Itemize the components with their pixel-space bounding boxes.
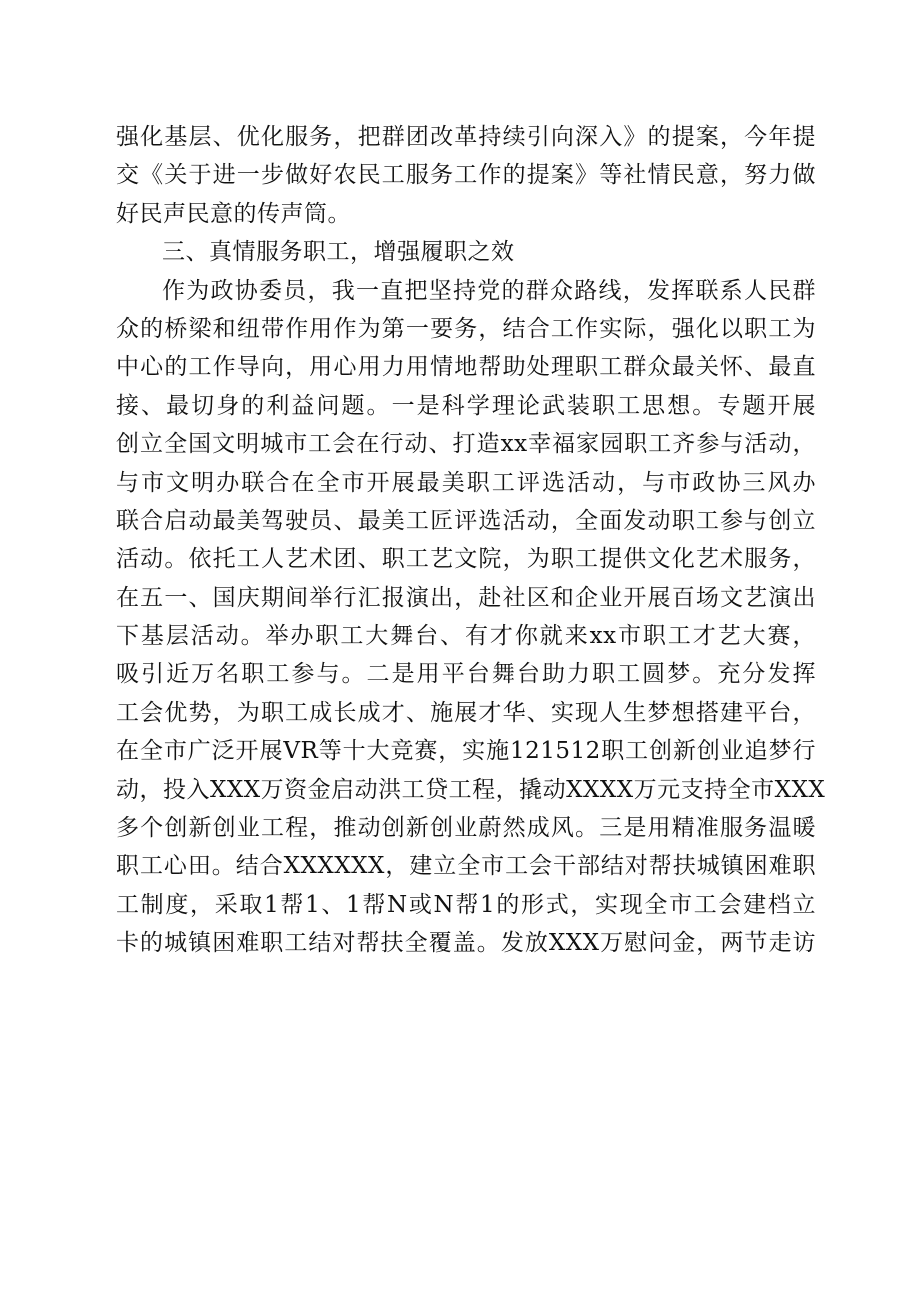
- document-body: [116, 118, 826, 963]
- text-line: 多个创新创业工程，推动创新创业蔚然成风。三是用精准服务温暖: [116, 815, 816, 842]
- text-line: 动，投入XXX万资金启动洪工贷工程，撬动XXXX万元支持全市XXX: [116, 776, 826, 803]
- text-line: 工制度，采取1帮1、1帮N或N帮1的形式，实现全市工会建档立: [116, 891, 816, 918]
- text-line: 下基层活动。举办职工大舞台、有才你就来xx市职工才艺大赛，: [116, 623, 816, 650]
- text-line: 强化基层、优化服务，把群团改革持续引向深入》的提案，今年提: [116, 124, 816, 150]
- text-line: 在五一、国庆期间举行汇报演出，赴社区和企业开展百场文艺演出: [116, 584, 816, 611]
- text-line: 创立全国文明城市工会在行动、打造xx幸福家园职工齐参与活动，: [116, 431, 816, 458]
- text-line: 与市文明办联合在全市开展最美职工评选活动，与市政协三风办: [116, 469, 816, 496]
- text-line: 接、最切身的利益问题。一是科学理论武装职工思想。专题开展: [116, 392, 816, 419]
- text-line: 作为政协委员，我一直把坚持党的群众路线，发挥联系人民群: [162, 277, 816, 304]
- text-line: 活动。依托工人艺术团、职工艺文院，为职工提供文化艺术服务，: [116, 546, 816, 573]
- text-line: 中心的工作导向，用心用力用情地帮助处理职工群众最关怀、最直: [116, 354, 816, 381]
- text-line: 好民声民意的传声筒。: [116, 200, 351, 227]
- text-line: 联合启动最美驾驶员、最美工匠评选活动，全面发动职工参与创立: [116, 507, 816, 534]
- text-line: 众的桥梁和纽带作用作为第一要务，结合工作实际，强化以职工为: [116, 315, 816, 342]
- text-line: 在全市广泛开展VR等十大竞赛，实施121512职工创新创业追梦行: [116, 738, 816, 765]
- text-line: 职工心田。结合XXXXXX，建立全市工会干部结对帮扶城镇困难职: [116, 853, 816, 880]
- text-line: 工会优势，为职工成长成才、施展才华、实现人生梦想搭建平台，: [116, 699, 816, 726]
- text-line: 卡的城镇困难职工结对帮扶全覆盖。发放XXX万慰问金，两节走访: [116, 930, 816, 957]
- text-line: 交《关于进一步做好农民工服务工作的提案》等社情民意，努力做: [116, 162, 816, 189]
- section-heading: 三、真情服务职工，增强履职之效: [162, 239, 515, 266]
- text-line: 吸引近万名职工参与。二是用平台舞台助力职工圆梦。充分发挥: [116, 661, 816, 688]
